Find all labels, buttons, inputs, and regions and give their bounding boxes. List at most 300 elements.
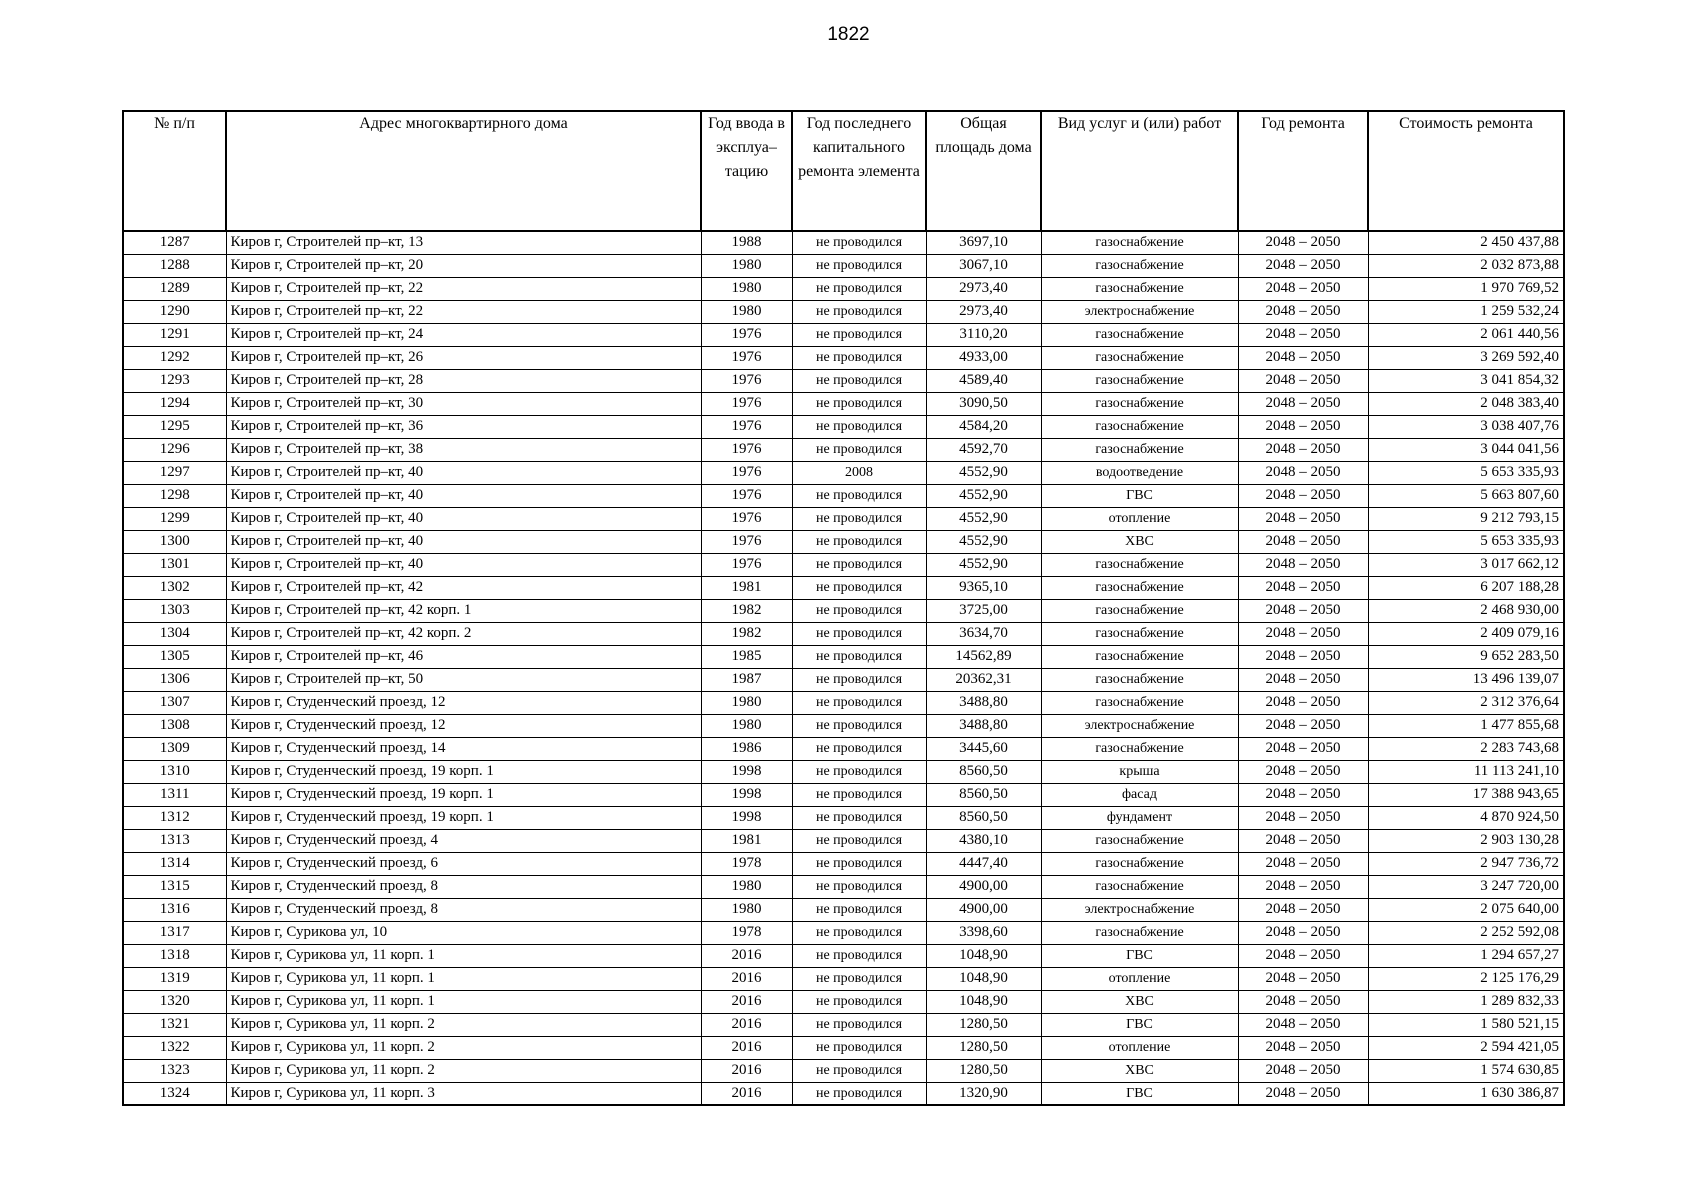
cell-year-built: 2016	[701, 1059, 792, 1082]
cell-work-type: отопление	[1041, 967, 1238, 990]
table-row	[123, 990, 1564, 1013]
cell-num: 1304	[123, 622, 226, 645]
cell-area: 1048,90	[926, 944, 1041, 967]
cell-area: 1280,50	[926, 1036, 1041, 1059]
cell-address: Киров г, Сурикова ул, 11 корп. 2	[226, 1013, 701, 1036]
cell-area: 8560,50	[926, 806, 1041, 829]
cell-address: Киров г, Студенческий проезд, 12	[226, 691, 701, 714]
page-number: 1822	[827, 24, 870, 45]
cell-cost: 2 312 376,64	[1368, 691, 1564, 714]
cell-repair-year: 2048 – 2050	[1238, 323, 1368, 346]
cell-repair-year: 2048 – 2050	[1238, 438, 1368, 461]
header-work-type: Вид услуг и (или) работ	[1041, 111, 1238, 231]
cell-work-type: ГВС	[1041, 944, 1238, 967]
cell-area: 3725,00	[926, 599, 1041, 622]
cell-num: 1299	[123, 507, 226, 530]
cell-address: Киров г, Сурикова ул, 11 корп. 1	[226, 944, 701, 967]
cell-last-repair: не проводился	[792, 438, 926, 461]
header-num: № п/п	[123, 111, 226, 231]
cell-num: 1297	[123, 461, 226, 484]
cell-num: 1320	[123, 990, 226, 1013]
cell-address: Киров г, Строителей пр–кт, 20	[226, 254, 701, 277]
cell-cost: 6 207 188,28	[1368, 576, 1564, 599]
cell-address: Киров г, Студенческий проезд, 19 корп. 1	[226, 760, 701, 783]
cell-work-type: газоснабжение	[1041, 622, 1238, 645]
cell-work-type: газоснабжение	[1041, 737, 1238, 760]
cell-work-type: ГВС	[1041, 484, 1238, 507]
table-row	[123, 1059, 1564, 1082]
cell-area: 1048,90	[926, 990, 1041, 1013]
cell-repair-year: 2048 – 2050	[1238, 346, 1368, 369]
table-row	[123, 806, 1564, 829]
cell-num: 1302	[123, 576, 226, 599]
cell-work-type: газоснабжение	[1041, 875, 1238, 898]
cell-repair-year: 2048 – 2050	[1238, 484, 1368, 507]
cell-cost: 3 247 720,00	[1368, 875, 1564, 898]
cell-work-type: ГВС	[1041, 1082, 1238, 1105]
cell-cost: 5 663 807,60	[1368, 484, 1564, 507]
cell-area: 3398,60	[926, 921, 1041, 944]
cell-area: 3090,50	[926, 392, 1041, 415]
cell-address: Киров г, Студенческий проезд, 8	[226, 898, 701, 921]
cell-cost: 3 038 407,76	[1368, 415, 1564, 438]
cell-num: 1289	[123, 277, 226, 300]
cell-cost: 2 903 130,28	[1368, 829, 1564, 852]
cell-last-repair: не проводился	[792, 300, 926, 323]
cell-address: Киров г, Сурикова ул, 10	[226, 921, 701, 944]
cell-repair-year: 2048 – 2050	[1238, 231, 1368, 254]
cell-cost: 3 044 041,56	[1368, 438, 1564, 461]
cell-area: 2973,40	[926, 300, 1041, 323]
cell-cost: 4 870 924,50	[1368, 806, 1564, 829]
repair-schedule-table	[122, 110, 1565, 1106]
cell-year-built: 1980	[701, 300, 792, 323]
cell-area: 3488,80	[926, 714, 1041, 737]
cell-work-type: газоснабжение	[1041, 346, 1238, 369]
cell-address: Киров г, Студенческий проезд, 19 корп. 1	[226, 806, 701, 829]
cell-address: Киров г, Строителей пр–кт, 50	[226, 668, 701, 691]
cell-cost: 17 388 943,65	[1368, 783, 1564, 806]
cell-num: 1314	[123, 852, 226, 875]
cell-year-built: 1976	[701, 530, 792, 553]
cell-area: 4552,90	[926, 553, 1041, 576]
cell-cost: 3 041 854,32	[1368, 369, 1564, 392]
cell-area: 3110,20	[926, 323, 1041, 346]
cell-num: 1288	[123, 254, 226, 277]
cell-area: 14562,89	[926, 645, 1041, 668]
cell-work-type: газоснабжение	[1041, 691, 1238, 714]
table-row	[123, 461, 1564, 484]
cell-area: 1280,50	[926, 1059, 1041, 1082]
cell-repair-year: 2048 – 2050	[1238, 852, 1368, 875]
cell-address: Киров г, Студенческий проезд, 8	[226, 875, 701, 898]
cell-area: 1280,50	[926, 1013, 1041, 1036]
cell-last-repair: не проводился	[792, 622, 926, 645]
cell-year-built: 1998	[701, 806, 792, 829]
cell-repair-year: 2048 – 2050	[1238, 530, 1368, 553]
cell-area: 8560,50	[926, 760, 1041, 783]
cell-num: 1298	[123, 484, 226, 507]
cell-address: Киров г, Строителей пр–кт, 38	[226, 438, 701, 461]
cell-year-built: 1982	[701, 622, 792, 645]
cell-area: 4900,00	[926, 898, 1041, 921]
header-address: Адрес многоквартирного дома	[226, 111, 701, 231]
cell-year-built: 1976	[701, 507, 792, 530]
header-cost: Стоимость ремонта	[1368, 111, 1564, 231]
cell-area: 4592,70	[926, 438, 1041, 461]
table-row	[123, 645, 1564, 668]
table-row	[123, 1082, 1564, 1105]
cell-num: 1316	[123, 898, 226, 921]
cell-year-built: 1976	[701, 461, 792, 484]
cell-cost: 2 594 421,05	[1368, 1036, 1564, 1059]
cell-repair-year: 2048 – 2050	[1238, 254, 1368, 277]
cell-cost: 1 289 832,33	[1368, 990, 1564, 1013]
cell-repair-year: 2048 – 2050	[1238, 645, 1368, 668]
cell-address: Киров г, Строителей пр–кт, 40	[226, 461, 701, 484]
cell-last-repair: не проводился	[792, 1082, 926, 1105]
cell-work-type: газоснабжение	[1041, 277, 1238, 300]
cell-last-repair: не проводился	[792, 346, 926, 369]
cell-year-built: 1976	[701, 392, 792, 415]
cell-num: 1300	[123, 530, 226, 553]
cell-last-repair: не проводился	[792, 530, 926, 553]
table-row	[123, 484, 1564, 507]
cell-area: 1048,90	[926, 967, 1041, 990]
cell-work-type: газоснабжение	[1041, 668, 1238, 691]
cell-address: Киров г, Студенческий проезд, 19 корп. 1	[226, 783, 701, 806]
cell-num: 1319	[123, 967, 226, 990]
cell-work-type: фасад	[1041, 783, 1238, 806]
cell-last-repair: не проводился	[792, 392, 926, 415]
cell-last-repair: не проводился	[792, 1013, 926, 1036]
table-row	[123, 438, 1564, 461]
cell-num: 1301	[123, 553, 226, 576]
cell-work-type: электроснабжение	[1041, 714, 1238, 737]
cell-last-repair: 2008	[792, 461, 926, 484]
cell-area: 4584,20	[926, 415, 1041, 438]
cell-work-type: фундамент	[1041, 806, 1238, 829]
cell-work-type: ГВС	[1041, 1013, 1238, 1036]
header-area: Общая площадь дома	[926, 111, 1041, 231]
cell-area: 3634,70	[926, 622, 1041, 645]
cell-repair-year: 2048 – 2050	[1238, 1013, 1368, 1036]
cell-last-repair: не проводился	[792, 668, 926, 691]
cell-num: 1315	[123, 875, 226, 898]
cell-year-built: 1998	[701, 760, 792, 783]
cell-work-type: газоснабжение	[1041, 576, 1238, 599]
cell-repair-year: 2048 – 2050	[1238, 944, 1368, 967]
cell-last-repair: не проводился	[792, 737, 926, 760]
cell-year-built: 2016	[701, 1082, 792, 1105]
cell-address: Киров г, Строителей пр–кт, 42	[226, 576, 701, 599]
table-row	[123, 254, 1564, 277]
cell-num: 1295	[123, 415, 226, 438]
table-row	[123, 760, 1564, 783]
table-row	[123, 553, 1564, 576]
cell-address: Киров г, Студенческий проезд, 14	[226, 737, 701, 760]
table-row	[123, 829, 1564, 852]
cell-repair-year: 2048 – 2050	[1238, 783, 1368, 806]
cell-year-built: 2016	[701, 967, 792, 990]
cell-year-built: 2016	[701, 1036, 792, 1059]
cell-repair-year: 2048 – 2050	[1238, 691, 1368, 714]
cell-last-repair: не проводился	[792, 254, 926, 277]
table-row	[123, 691, 1564, 714]
cell-work-type: отопление	[1041, 507, 1238, 530]
cell-year-built: 1976	[701, 484, 792, 507]
cell-area: 4900,00	[926, 875, 1041, 898]
cell-work-type: крыша	[1041, 760, 1238, 783]
cell-num: 1296	[123, 438, 226, 461]
cell-area: 4552,90	[926, 484, 1041, 507]
cell-area: 3445,60	[926, 737, 1041, 760]
cell-address: Киров г, Строителей пр–кт, 42 корп. 2	[226, 622, 701, 645]
table-row	[123, 599, 1564, 622]
table-row	[123, 737, 1564, 760]
cell-year-built: 2016	[701, 1013, 792, 1036]
cell-address: Киров г, Строителей пр–кт, 40	[226, 484, 701, 507]
cell-last-repair: не проводился	[792, 277, 926, 300]
cell-num: 1317	[123, 921, 226, 944]
cell-work-type: газоснабжение	[1041, 231, 1238, 254]
cell-area: 20362,31	[926, 668, 1041, 691]
cell-area: 4552,90	[926, 507, 1041, 530]
cell-last-repair: не проводился	[792, 944, 926, 967]
table-header-row	[123, 111, 1564, 231]
cell-year-built: 2016	[701, 944, 792, 967]
table-row	[123, 277, 1564, 300]
cell-address: Киров г, Студенческий проезд, 12	[226, 714, 701, 737]
header-repair-year: Год ремонта	[1238, 111, 1368, 231]
cell-address: Киров г, Строителей пр–кт, 40	[226, 507, 701, 530]
cell-work-type: газоснабжение	[1041, 369, 1238, 392]
cell-work-type: газоснабжение	[1041, 553, 1238, 576]
cell-year-built: 1980	[701, 254, 792, 277]
cell-year-built: 1976	[701, 553, 792, 576]
cell-year-built: 1976	[701, 369, 792, 392]
cell-repair-year: 2048 – 2050	[1238, 921, 1368, 944]
table-row	[123, 783, 1564, 806]
cell-num: 1293	[123, 369, 226, 392]
cell-address: Киров г, Сурикова ул, 11 корп. 2	[226, 1059, 701, 1082]
cell-last-repair: не проводился	[792, 714, 926, 737]
cell-work-type: ХВС	[1041, 530, 1238, 553]
table-row	[123, 944, 1564, 967]
cell-cost: 2 409 079,16	[1368, 622, 1564, 645]
cell-cost: 2 283 743,68	[1368, 737, 1564, 760]
cell-repair-year: 2048 – 2050	[1238, 392, 1368, 415]
cell-work-type: электроснабжение	[1041, 898, 1238, 921]
cell-work-type: газоснабжение	[1041, 921, 1238, 944]
cell-year-built: 1980	[701, 875, 792, 898]
cell-last-repair: не проводился	[792, 829, 926, 852]
cell-cost: 2 450 437,88	[1368, 231, 1564, 254]
cell-repair-year: 2048 – 2050	[1238, 1059, 1368, 1082]
table-row	[123, 231, 1564, 254]
cell-num: 1292	[123, 346, 226, 369]
cell-cost: 1 574 630,85	[1368, 1059, 1564, 1082]
cell-address: Киров г, Строителей пр–кт, 42 корп. 1	[226, 599, 701, 622]
cell-num: 1308	[123, 714, 226, 737]
cell-year-built: 1980	[701, 691, 792, 714]
cell-num: 1313	[123, 829, 226, 852]
cell-repair-year: 2048 – 2050	[1238, 990, 1368, 1013]
table-row	[123, 530, 1564, 553]
cell-last-repair: не проводился	[792, 921, 926, 944]
cell-cost: 2 061 440,56	[1368, 323, 1564, 346]
cell-last-repair: не проводился	[792, 645, 926, 668]
table-body	[123, 231, 1564, 1105]
cell-cost: 2 468 930,00	[1368, 599, 1564, 622]
cell-repair-year: 2048 – 2050	[1238, 576, 1368, 599]
cell-num: 1306	[123, 668, 226, 691]
cell-year-built: 1976	[701, 438, 792, 461]
table-row	[123, 668, 1564, 691]
cell-work-type: газоснабжение	[1041, 254, 1238, 277]
cell-year-built: 1987	[701, 668, 792, 691]
cell-address: Киров г, Сурикова ул, 11 корп. 1	[226, 967, 701, 990]
cell-area: 4552,90	[926, 530, 1041, 553]
cell-address: Киров г, Строителей пр–кт, 28	[226, 369, 701, 392]
cell-year-built: 1981	[701, 576, 792, 599]
cell-year-built: 1976	[701, 323, 792, 346]
table-row	[123, 898, 1564, 921]
cell-area: 4552,90	[926, 461, 1041, 484]
cell-cost: 9 652 283,50	[1368, 645, 1564, 668]
cell-area: 3488,80	[926, 691, 1041, 714]
cell-area: 4447,40	[926, 852, 1041, 875]
cell-year-built: 1976	[701, 415, 792, 438]
cell-year-built: 1985	[701, 645, 792, 668]
table-row	[123, 622, 1564, 645]
header-year-built: Год ввода в эксплуа– тацию	[701, 111, 792, 231]
cell-last-repair: не проводился	[792, 691, 926, 714]
cell-year-built: 1981	[701, 829, 792, 852]
cell-area: 4933,00	[926, 346, 1041, 369]
cell-cost: 2 032 873,88	[1368, 254, 1564, 277]
cell-last-repair: не проводился	[792, 898, 926, 921]
cell-last-repair: не проводился	[792, 967, 926, 990]
table-row	[123, 507, 1564, 530]
header-last-repair: Год последнего капитального ремонта элемента	[792, 111, 926, 231]
cell-num: 1287	[123, 231, 226, 254]
cell-cost: 11 113 241,10	[1368, 760, 1564, 783]
cell-year-built: 1978	[701, 921, 792, 944]
cell-work-type: водоотведение	[1041, 461, 1238, 484]
cell-cost: 2 125 176,29	[1368, 967, 1564, 990]
cell-last-repair: не проводился	[792, 990, 926, 1013]
cell-area: 4380,10	[926, 829, 1041, 852]
cell-repair-year: 2048 – 2050	[1238, 507, 1368, 530]
cell-work-type: газоснабжение	[1041, 323, 1238, 346]
cell-last-repair: не проводился	[792, 415, 926, 438]
cell-cost: 13 496 139,07	[1368, 668, 1564, 691]
cell-area: 8560,50	[926, 783, 1041, 806]
cell-year-built: 1978	[701, 852, 792, 875]
cell-cost: 2 048 383,40	[1368, 392, 1564, 415]
cell-repair-year: 2048 – 2050	[1238, 829, 1368, 852]
cell-last-repair: не проводился	[792, 507, 926, 530]
cell-num: 1290	[123, 300, 226, 323]
cell-repair-year: 2048 – 2050	[1238, 1082, 1368, 1105]
cell-address: Киров г, Строителей пр–кт, 13	[226, 231, 701, 254]
cell-repair-year: 2048 – 2050	[1238, 737, 1368, 760]
cell-num: 1324	[123, 1082, 226, 1105]
table-row	[123, 300, 1564, 323]
cell-cost: 2 947 736,72	[1368, 852, 1564, 875]
cell-repair-year: 2048 – 2050	[1238, 875, 1368, 898]
cell-num: 1303	[123, 599, 226, 622]
cell-work-type: газоснабжение	[1041, 829, 1238, 852]
cell-cost: 2 075 640,00	[1368, 898, 1564, 921]
cell-repair-year: 2048 – 2050	[1238, 1036, 1368, 1059]
cell-cost: 1 970 769,52	[1368, 277, 1564, 300]
cell-cost: 9 212 793,15	[1368, 507, 1564, 530]
cell-repair-year: 2048 – 2050	[1238, 668, 1368, 691]
cell-area: 2973,40	[926, 277, 1041, 300]
cell-last-repair: не проводился	[792, 1036, 926, 1059]
cell-last-repair: не проводился	[792, 806, 926, 829]
cell-address: Киров г, Строителей пр–кт, 24	[226, 323, 701, 346]
cell-last-repair: не проводился	[792, 484, 926, 507]
cell-num: 1312	[123, 806, 226, 829]
cell-repair-year: 2048 – 2050	[1238, 415, 1368, 438]
cell-year-built: 1986	[701, 737, 792, 760]
cell-address: Киров г, Строителей пр–кт, 22	[226, 300, 701, 323]
cell-num: 1323	[123, 1059, 226, 1082]
table-row	[123, 852, 1564, 875]
table-row	[123, 1013, 1564, 1036]
cell-num: 1294	[123, 392, 226, 415]
cell-repair-year: 2048 – 2050	[1238, 622, 1368, 645]
cell-work-type: газоснабжение	[1041, 852, 1238, 875]
cell-work-type: электроснабжение	[1041, 300, 1238, 323]
table-row	[123, 369, 1564, 392]
cell-last-repair: не проводился	[792, 576, 926, 599]
cell-year-built: 1980	[701, 898, 792, 921]
cell-num: 1322	[123, 1036, 226, 1059]
cell-repair-year: 2048 – 2050	[1238, 553, 1368, 576]
cell-work-type: ХВС	[1041, 1059, 1238, 1082]
cell-num: 1310	[123, 760, 226, 783]
cell-address: Киров г, Строителей пр–кт, 30	[226, 392, 701, 415]
cell-year-built: 1980	[701, 714, 792, 737]
cell-cost: 1 580 521,15	[1368, 1013, 1564, 1036]
cell-year-built: 2016	[701, 990, 792, 1013]
cell-work-type: ХВС	[1041, 990, 1238, 1013]
cell-last-repair: не проводился	[792, 875, 926, 898]
cell-repair-year: 2048 – 2050	[1238, 300, 1368, 323]
cell-last-repair: не проводился	[792, 760, 926, 783]
table-row	[123, 1036, 1564, 1059]
cell-address: Киров г, Строителей пр–кт, 36	[226, 415, 701, 438]
table-row	[123, 392, 1564, 415]
cell-num: 1305	[123, 645, 226, 668]
cell-repair-year: 2048 – 2050	[1238, 369, 1368, 392]
cell-cost: 1 294 657,27	[1368, 944, 1564, 967]
cell-year-built: 1998	[701, 783, 792, 806]
cell-year-built: 1980	[701, 277, 792, 300]
cell-address: Киров г, Сурикова ул, 11 корп. 3	[226, 1082, 701, 1105]
cell-cost: 5 653 335,93	[1368, 530, 1564, 553]
table-row	[123, 967, 1564, 990]
cell-num: 1311	[123, 783, 226, 806]
cell-work-type: отопление	[1041, 1036, 1238, 1059]
cell-num: 1307	[123, 691, 226, 714]
cell-num: 1309	[123, 737, 226, 760]
cell-cost: 1 630 386,87	[1368, 1082, 1564, 1105]
